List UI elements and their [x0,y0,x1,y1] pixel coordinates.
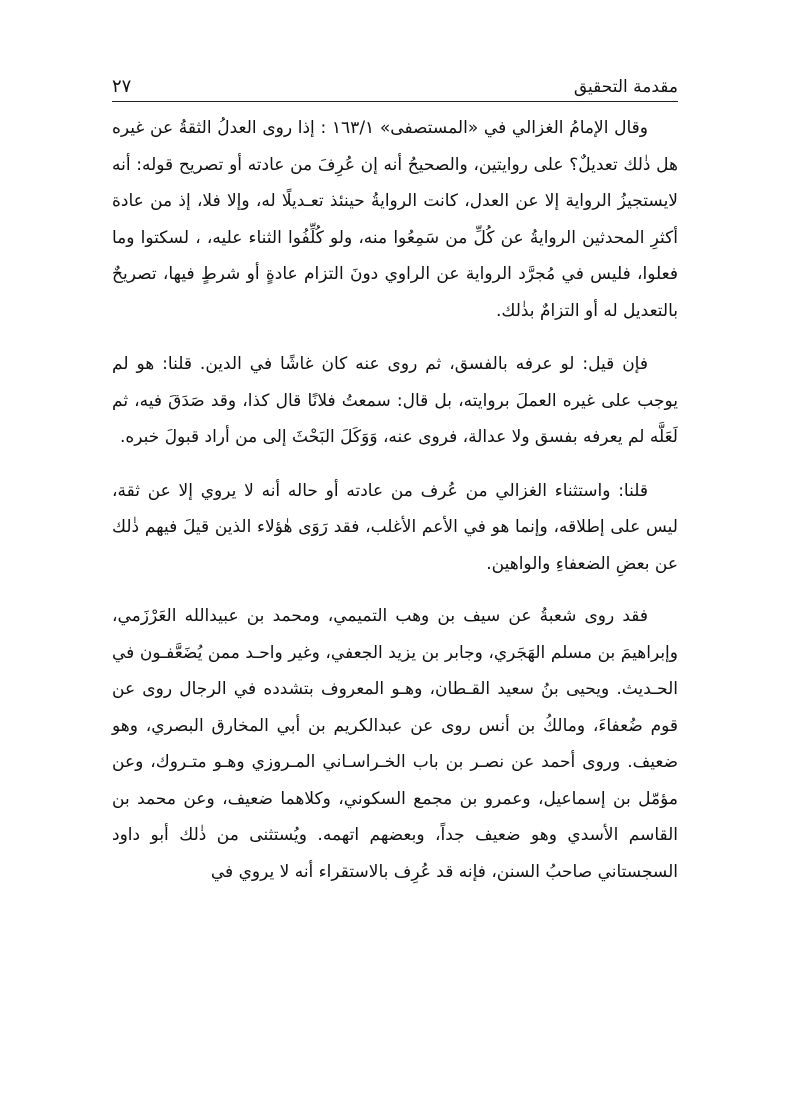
header-rule [112,101,678,102]
running-header [112,70,678,104]
running-title: مقدمة التحقيق [573,77,678,97]
page-number: ٢٧ [112,76,132,97]
paragraph: وقال الإمامُ الغزالي في «المستصفى» ١٦٣/١ : إذا روى العدلُ الثقةُ عن غيره هل ذٰلك تعديلٌ؟ على روايتين، والصحيحُ أنه إن عُرِفَ من عادته أو تصريح قوله: أنه لايستجيزُ الرواية إلا عن العدل، كانت الروايةُ حينئذ تعـديلًا له، وإلا فلا، إذ من عادة أكثرِ المحدثين الروايةُ عن كُلِّ من سَمِعُوا منه، ولو كُلِّفُوا الثناء عليه، ، لسكتوا وما فعلوا، فليس في مُجرَّد الرواية عن الراوي دونَ التزام عادةٍ أو شرطٍ فيها، تصريحٌ بالتعديل له أو التزامٌ بذٰلك. [112,118,678,321]
paragraph: قلنا: واستثناء الغزالي من عُرف من عادته أو حاله أنه لا يروي إلا عن ثقة، ليس على إطلاقه، وإنما هو في الأعم الأغلب، فقد رَوَى هٰؤلاء الذين قيلَ فيهم ذٰلك عن بعضِ الضعفاءِ والواهين. [112,480,678,574]
paragraph: فقد روى شعبةُ عن سيف بن وهب التميمي، ومحمد بن عبيدالله العَرْزَمي، وإبراهيمَ بن مسلم الهَجَري، وجابر بن يزيد الجعفي، وغير واحـد ممن يُضَعَّفـون في الحـديث. ويحيى بنُ سعيد القـطان، وهـو المعروف بتشدده في الرجال روى عن قوم ضُعفاءَ، ومالكُ بن أنس روى عن عبدالكريم بن أبي المخارق البصري، وهو ضعيف. وروى أحمد عن نصـر بن باب الخـراسـاني المـروزي وهـو متـروك، وعن مؤمّل بن إسماعيل، وعمرو بن مجمع السكوني، وكلاهما ضعيف، وعن محمد بن القاسم الأسدي وهو ضعيف جداً، وبعضهم اتهمه. ويُستثنى من ذٰلك أبو داود السجستاني صاحبُ السنن، فإنه قد عُرِف بالاستقراء أنه لا يروي في [112,606,678,882]
body-text [112,110,678,905]
paragraph: فإن قيل: لو عرفه بالفسق، ثم روى عنه كان غاشًا في الدين. قلنا: هو لم يوجب على غيره العملَ بروايته، بل قال: سمعتُ فلانًا قال كذا، وقد صَدَقَ فيه، ثم لَعَلَّه لم يعرفه بفسق ولا عدالة، فروى عنه، وَوَكَلَ البَحْثَ إلى من أراد قبولَ خبره. [112,354,678,447]
